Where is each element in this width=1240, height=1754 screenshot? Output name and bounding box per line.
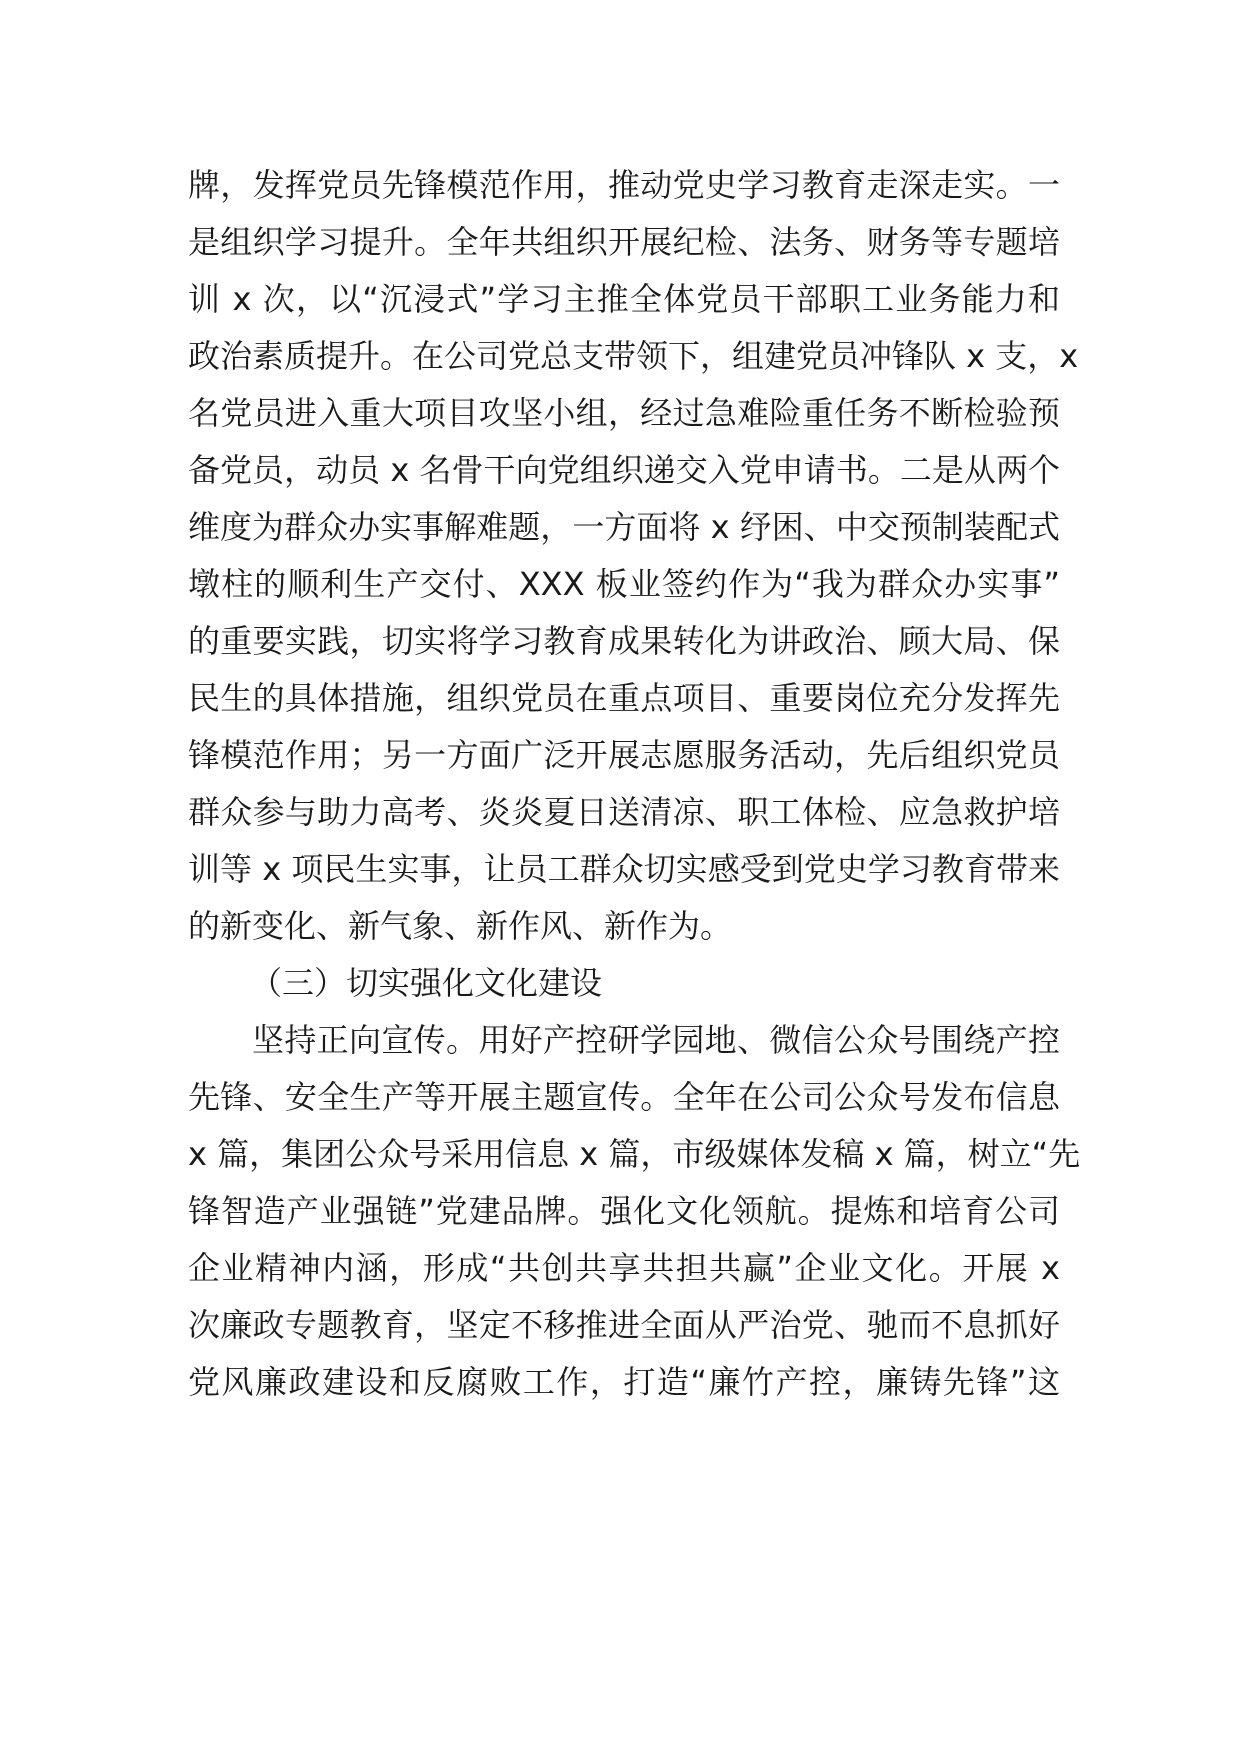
paragraph-line: x 篇，集团公众号采用信息 x 篇，市级媒体发稿 x 篇，树立“先 (188, 1135, 1081, 1173)
paragraph-line: 先锋、安全生产等开展主题宣传。全年在公司公众号发布信息 (188, 1078, 1060, 1116)
paragraph-line: 名党员进入重大项目攻坚小组，经过急难险重任务不断检验预 (188, 394, 1060, 432)
paragraph-line: 墩柱的顺利生产交付、XXX 板业签约作为“我为群众办实事” (188, 565, 1060, 603)
paragraph-line: 次廉政专题教育，坚定不移推进全面从严治党、驰而不息抓好 (188, 1306, 1060, 1344)
paragraph-line: 的重要实践，切实将学习教育成果转化为讲政治、顾大局、保 (188, 622, 1060, 660)
section-heading: （三）切实强化文化建设 (250, 964, 603, 1002)
paragraph-line: 牌，发挥党员先锋模范作用，推动党史学习教育走深走实。一 (188, 166, 1060, 204)
paragraph-line: 坚持正向宣传。用好产控研学园地、微信公众号围绕产控 (252, 1021, 1060, 1059)
paragraph-line: 维度为群众办实事解难题，一方面将 x 纾困、中交预制装配式 (188, 508, 1060, 546)
paragraph-line: 训等 x 项民生实事，让员工群众切实感受到党史学习教育带来 (188, 850, 1060, 888)
paragraph-line: 群众参与助力高考、炎炎夏日送清凉、职工体检、应急救护培 (188, 793, 1060, 831)
paragraph-line: 政治素质提升。在公司党总支带领下，组建党员冲锋队 x 支，x (188, 337, 1079, 375)
paragraph-line: 的新变化、新气象、新作风、新作为。 (188, 907, 733, 945)
paragraph-line: 备党员，动员 x 名骨干向党组织递交入党申请书。二是从两个 (188, 451, 1060, 489)
paragraph-line: 锋模范作用；另一方面广泛开展志愿服务活动，先后组织党员 (188, 736, 1060, 774)
paragraph-line: 训 x 次，以“沉浸式”学习主推全体党员干部职工业务能力和 (188, 280, 1060, 318)
paragraph-line: 民生的具体措施，组织党员在重点项目、重要岗位充分发挥先 (188, 679, 1060, 717)
paragraph-line: 企业精神内涵，形成“共创共享共担共赢”企业文化。开展 x (188, 1249, 1060, 1287)
paragraph-line: 党风廉政建设和反腐败工作，打造“廉竹产控，廉铸先锋”这 (188, 1363, 1060, 1401)
paragraph-line: 是组织学习提升。全年共组织开展纪检、法务、财务等专题培 (188, 223, 1060, 261)
paragraph-line: 锋智造产业强链”党建品牌。强化文化领航。提炼和培育公司 (188, 1192, 1060, 1230)
